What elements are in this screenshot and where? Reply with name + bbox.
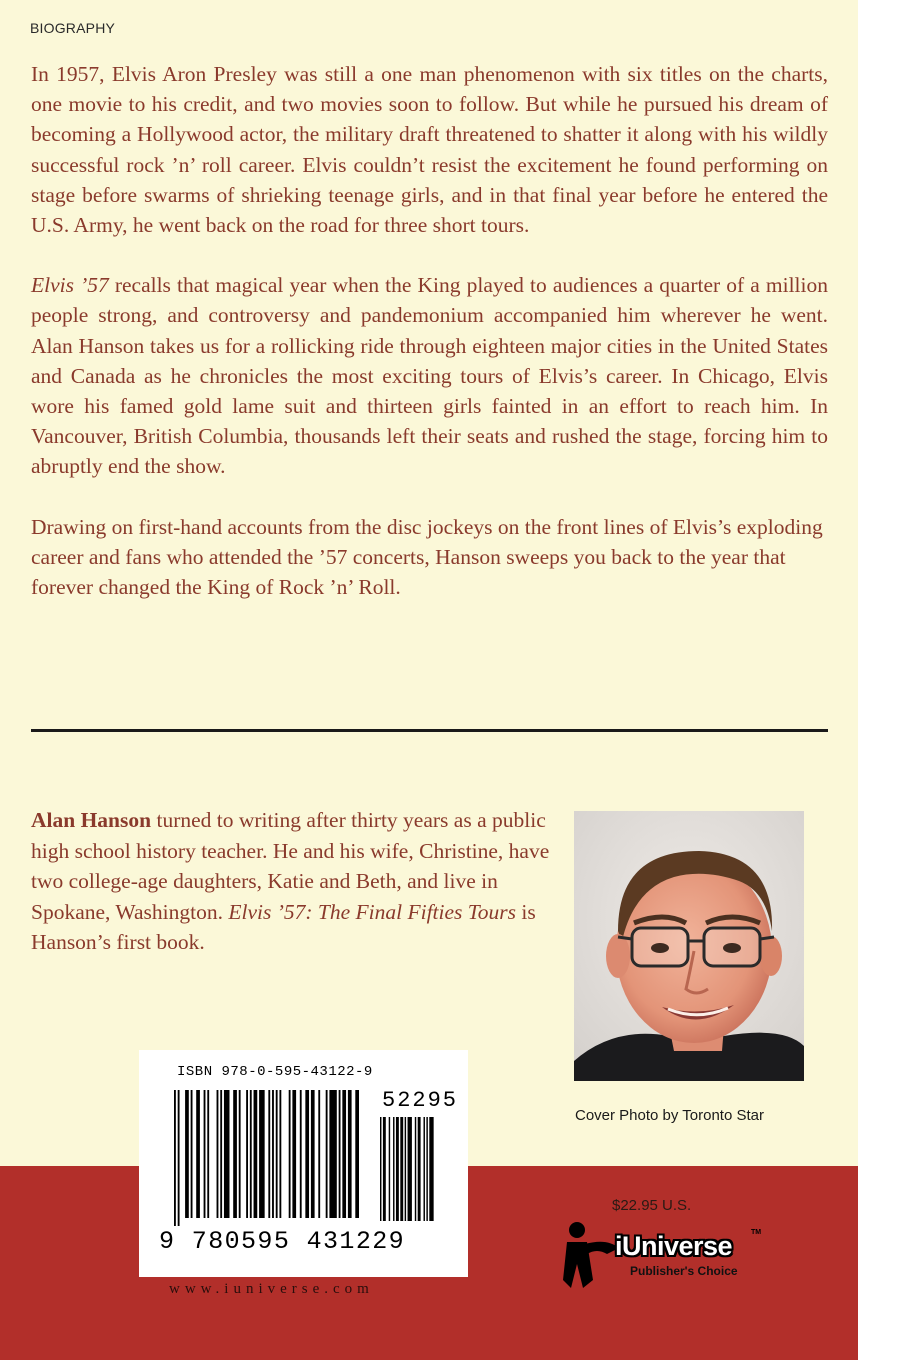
publisher-tagline: Publisher's Choice [630,1264,738,1278]
barcode-bar [276,1090,278,1218]
barcode-bar [233,1090,237,1218]
author-bio-book-title: Elvis ’57: The Final Fifties Tours [228,899,517,924]
barcode-bar [305,1090,309,1218]
category-label: BIOGRAPHY [30,20,116,36]
barcode-bar [348,1090,352,1218]
price-addon-barcode-bars [380,1117,440,1227]
barcode-bar [207,1090,209,1218]
trademark-mark: TM [751,1229,762,1236]
barcode-bar [426,1117,427,1221]
barcode-bar [272,1090,274,1218]
author-name: Alan Hanson [31,808,152,832]
book-blurb [31,59,828,632]
iuniverse-person-icon [563,1220,623,1290]
barcode-bar [311,1090,315,1218]
barcode-bar [191,1090,193,1218]
barcode-bar [342,1090,346,1218]
barcode-bar [389,1117,390,1221]
author-bio-text-1: turned to writing after thirty years as a public high school history teacher. He and his wife, Christine, have two college-age daughters, Katie and Beth, and live in Spokane, Washington. [31,808,550,924]
barcode-box [139,1050,468,1277]
barcode-bar [318,1090,320,1218]
barcode-bar [254,1090,258,1218]
barcode-bar [424,1117,425,1221]
iuniverse-logo [563,1220,773,1290]
divider-rule [31,729,828,732]
barcode-bar [220,1090,222,1218]
barcode-bar [292,1090,296,1218]
barcode-bar [383,1117,386,1221]
publisher-name: iUniverse [615,1231,733,1261]
barcode-bar [300,1090,302,1218]
author-bio [31,805,571,958]
barcode-bar [185,1090,189,1218]
barcode-bar [396,1117,399,1221]
barcode-bar [259,1090,265,1218]
barcode-bar [268,1090,270,1218]
isbn-label: ISBN 978-0-595-43122-9 [177,1064,373,1080]
barcode-bar [329,1090,336,1218]
barcode-bar [250,1090,252,1218]
barcode-bar [289,1090,291,1218]
barcode-bar [400,1117,403,1221]
barcode-bar [279,1090,281,1218]
barcode-bar [178,1090,180,1226]
barcode-bar [429,1117,433,1221]
author-portrait-illustration [574,811,804,1081]
photo-credit: Cover Photo by Toronto Star [575,1107,764,1124]
barcode-bar [217,1090,219,1218]
barcode-bar [418,1117,421,1221]
barcode-bar [380,1117,381,1221]
barcode-bar [393,1117,394,1221]
publisher-website: www.iuniverse.com [169,1281,374,1297]
barcode-bar [246,1090,248,1218]
book-price: $22.95 U.S. [612,1197,692,1214]
barcode-bar [224,1090,230,1218]
barcode-bar [339,1090,341,1218]
barcode-bar [204,1090,206,1218]
ean-barcode-bars [174,1090,359,1226]
barcode-bar [174,1090,176,1226]
author-photo [574,811,804,1081]
author-bio-text-2: is Hanson’s first book. [31,899,536,954]
barcode-bar [196,1090,200,1218]
barcode-bar [415,1117,416,1221]
blurb-book-title: Elvis ’57 [31,273,109,298]
barcode-bar [239,1090,241,1218]
ean-digits: 9 780595 431229 [159,1227,406,1256]
blurb-paragraph-1: In 1957, Elvis Aron Presley was still a one man phenomenon with six titles on the charts, one movie to his credit, and two movies soon to follow. But while he pursued his dream of becoming a Hollywood actor, the military draft threatened to shatter it along with his wildly successful rock ’n’ roll career. Elvis couldn’t resist the excitement he found performing on stage before swarms of shrieking teenage girls, and in that final year before he entered the U.S. Army, he went back on the road for three short tours. [31,62,828,238]
blurb-paragraph-3: Drawing on first-hand accounts from the disc jockeys on the front lines of Elvis’s exploding career and fans who attended the ’57 concerts, Hanson sweeps you back to the year that forever changed the King of Rock ’n’ Roll. [31,514,823,600]
barcode-bar [355,1090,359,1218]
barcode-bar [326,1090,328,1218]
blurb-paragraph-2-text: recalls that magical year when the King played to audiences a quarter of a million people strong, and controversy and pandemonium accompanied him wherever he went. Alan Hanson takes us for a rollicking ride through eighteen major cities in the United States and Canada as he chronicles the most exciting tours of Elvis’s career. In Chicago, Elvis wore his famed gold lame suit and thirteen girls fainted in an effort to reach him. In Vancouver, British Columbia, thousands left their seats and rushed the stage, forcing him to abruptly end the show. [31,273,828,479]
barcode-bar [408,1117,412,1221]
barcode-bar [405,1117,406,1221]
blurb-paragraph-2 [31,270,828,481]
price-code-digits: 52295 [382,1088,459,1113]
